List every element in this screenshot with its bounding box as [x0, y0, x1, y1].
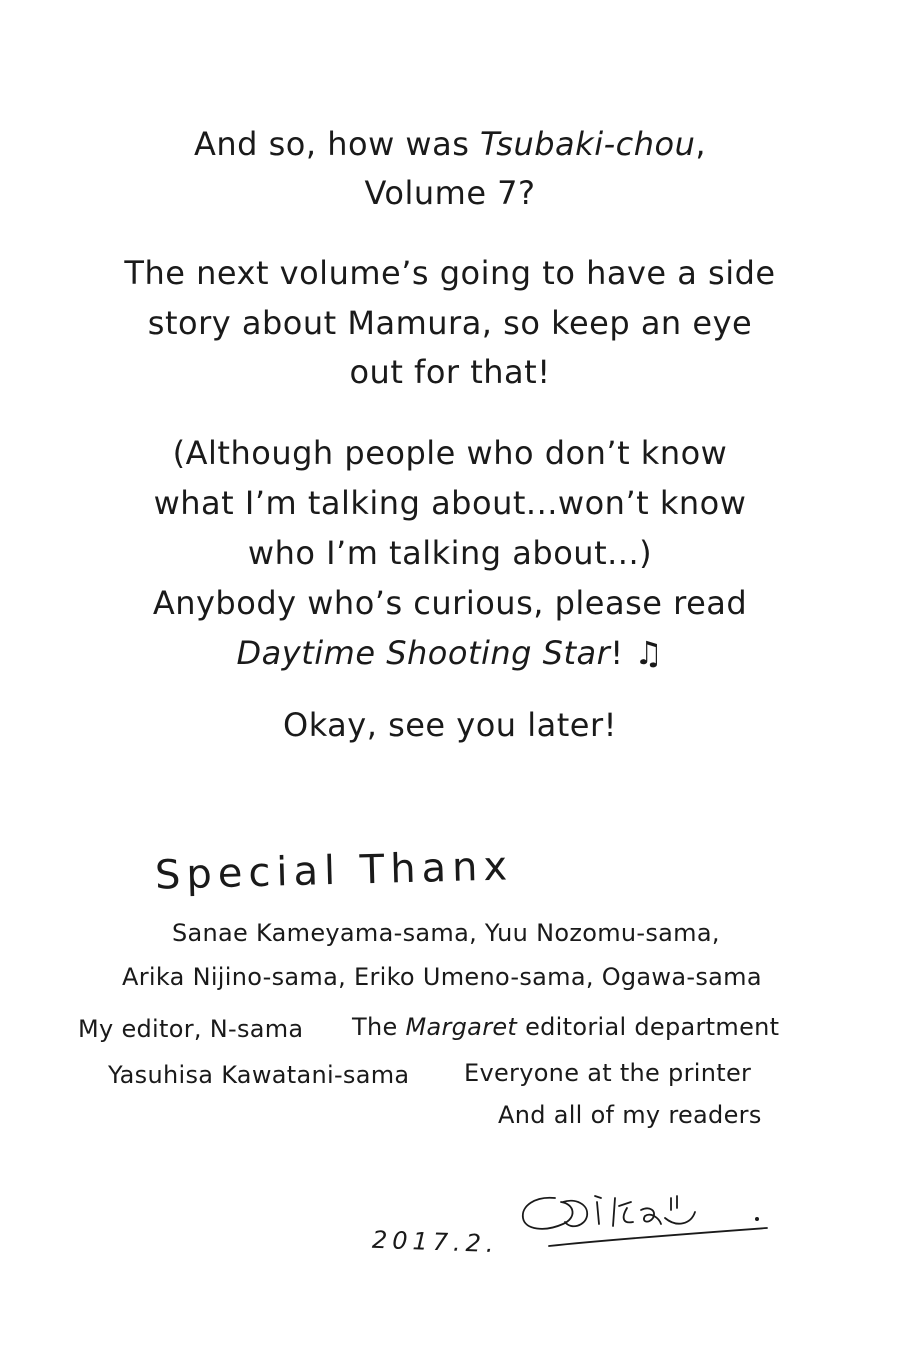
message-line-7: what I’m talking about...won’t know: [153, 484, 747, 522]
date-label: 2017.2.: [371, 1225, 500, 1259]
thanks-row-3-right: [352, 1012, 779, 1042]
thanks-text: The: [352, 1013, 406, 1041]
message-line-1: [0, 124, 900, 164]
message-line-6: (Although people who don’t know: [172, 434, 728, 472]
message-text: ! ♫: [610, 634, 664, 672]
manga-title: Daytime Shooting Star: [236, 634, 611, 672]
thanks-row-1: Sanae Kameyama-sama, Yuu Nozomu-sama,: [172, 919, 720, 947]
special-thanks-heading: Special Thanx: [154, 843, 514, 899]
message-line-3: The next volume’s going to have a side: [124, 254, 776, 292]
thanks-text: editorial department: [517, 1013, 780, 1041]
message-line-11: Okay, see you later!: [283, 706, 617, 744]
thanks-row-5: And all of my readers: [498, 1101, 762, 1129]
message-line-4: story about Mamura, so keep an eye: [147, 304, 753, 342]
message-line-8: who I’m talking about...): [247, 534, 653, 572]
message-text: And so, how was: [193, 125, 481, 163]
message-line-9: Anybody who’s curious, please read: [152, 584, 748, 622]
signature-image: [515, 1188, 780, 1260]
thanks-row-3-left: My editor, N-sama: [78, 1015, 304, 1043]
series-title: Tsubaki-chou: [480, 125, 696, 163]
thanks-row-4-left: Yasuhisa Kawatani-sama: [108, 1061, 410, 1089]
message-line-5: out for that!: [349, 353, 551, 391]
thanks-row-4-right: Everyone at the printer: [464, 1059, 752, 1087]
thanks-row-2: Arika Nijino-sama, Eriko Umeno-sama, Ogawa-sama: [122, 963, 762, 991]
message-text: ,: [695, 125, 707, 163]
magazine-title: Margaret: [405, 1013, 518, 1041]
message-line-2: Volume 7?: [364, 174, 536, 212]
message-line-10: [0, 633, 900, 673]
